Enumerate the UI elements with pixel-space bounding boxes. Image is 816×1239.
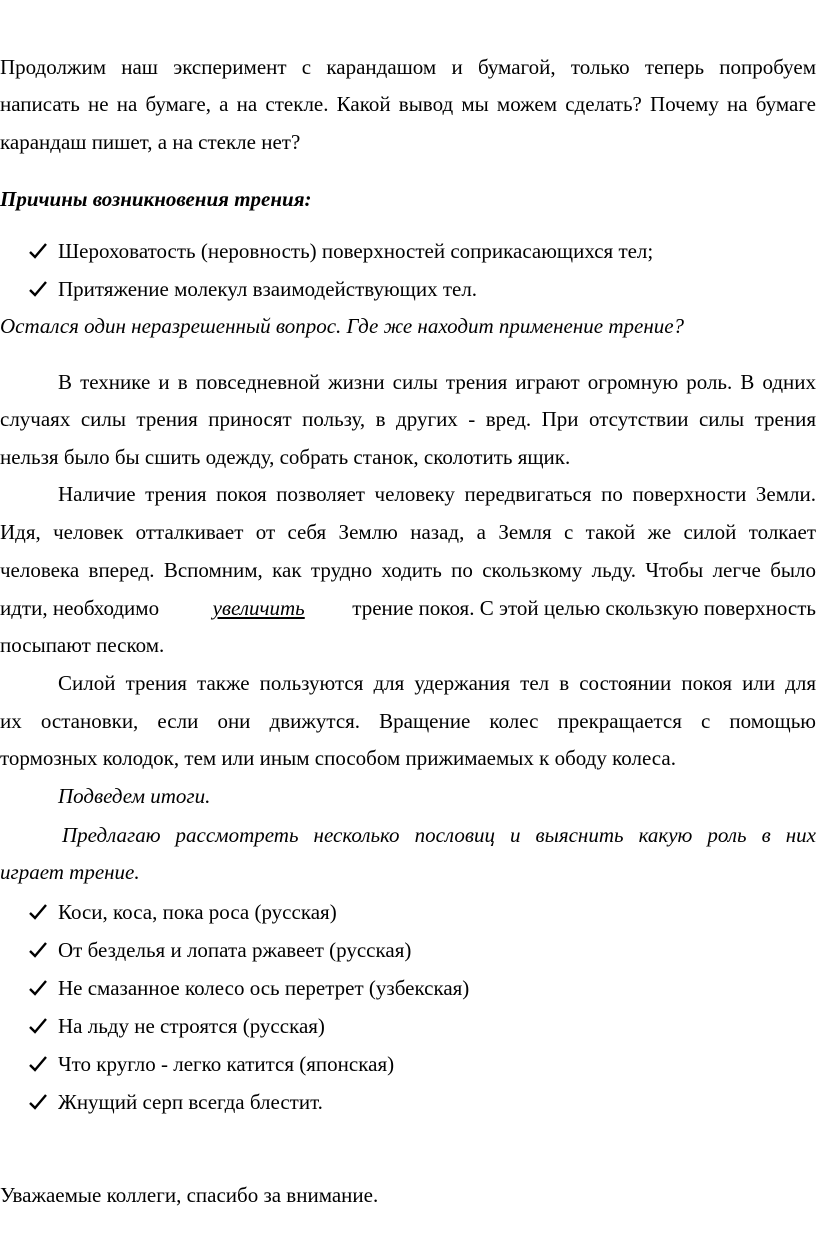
checkmark-icon <box>28 241 48 265</box>
proverb-item-1: Коси, коса, пока роса (русская) <box>58 900 337 924</box>
summary-line: Подведем итоги. <box>58 784 211 808</box>
para2-line-3: человека вперед. Вспомним, как трудно ходить по скользкому льду. Чтобы легче было <box>0 558 816 582</box>
intro-line-2: написать не на бумаге, а на стекле. Какой вывод мы можем сделать? Почему на бумаге <box>0 92 816 116</box>
para2-line-5: посыпают песком. <box>0 633 165 657</box>
proverb-item-3: Не смазанное колесо ось перетрет (узбекская) <box>58 976 470 1000</box>
cause-item-1: Шероховатость (неровность) поверхностей соприкасающихся тел; <box>58 239 654 263</box>
para3-line-1: Силой трения также пользуются для удержания тел в состоянии покоя или для <box>58 671 816 695</box>
para1-line-1: В технике и в повседневной жизни силы трения играют огромную роль. В одних <box>58 370 816 394</box>
proverb-item-5: Что кругло - легко катится (японская) <box>58 1052 395 1076</box>
proverb-item-6: Жнущий серп всегда блестит. <box>58 1090 323 1114</box>
checkmark-icon <box>28 1092 48 1116</box>
checkmark-icon <box>28 279 48 303</box>
para1-line-3: нельзя было бы сшить одежду, собрать станок, сколотить ящик. <box>0 445 571 469</box>
causes-heading: Причины возникновения трения: <box>0 187 312 211</box>
proverb-item-4: На льду не строятся (русская) <box>58 1014 325 1038</box>
proposal-line-1: Предлагаю рассмотреть несколько пословиц и выяснить какую роль в них <box>62 823 816 847</box>
checkmark-icon <box>28 902 48 926</box>
intro-line-1: Продолжим наш эксперимент с карандашом и бумагой, только теперь попробуем <box>0 55 816 79</box>
checkmark-icon <box>28 940 48 964</box>
emphasis-increase: увеличить <box>212 596 305 620</box>
cause-item-2: Притяжение молекул взаимодействующих тел. <box>58 277 478 301</box>
checkmark-icon <box>28 1016 48 1040</box>
para1-line-2: случаях силы трения приносят пользу, в других - вред. При отсутствии силы трения <box>0 407 816 431</box>
question-line: Остался один неразрешенный вопрос. Где же находит применение трение? <box>0 314 685 338</box>
para2-line-4 <box>0 596 816 620</box>
para2-line-4-start: идти, необходимо <box>0 596 160 620</box>
para2-line-1: Наличие трения покоя позволяет человеку передвигаться по поверхности Земли. <box>58 482 816 506</box>
intro-line-3: карандаш пишет, а на стекле нет? <box>0 130 301 154</box>
para3-line-3: тормозных колодок, тем или иным способом прижимаемых к ободу колеса. <box>0 746 676 770</box>
proposal-line-2: играет трение. <box>0 860 140 884</box>
para2-line-2: Идя, человек отталкивает от себя Землю назад, а Земля с такой же силой толкает <box>0 520 816 544</box>
para2-line-4-end: трение покоя. С этой целью скользкую поверхность <box>352 596 816 620</box>
checkmark-icon <box>28 1054 48 1078</box>
para3-line-2: их остановки, если они движутся. Вращение колес прекращается с помощью <box>0 709 816 733</box>
checkmark-icon <box>28 978 48 1002</box>
closing-line: Уважаемые коллеги, спасибо за внимание. <box>0 1183 379 1207</box>
proverb-item-2: От безделья и лопата ржавеет (русская) <box>58 938 412 962</box>
